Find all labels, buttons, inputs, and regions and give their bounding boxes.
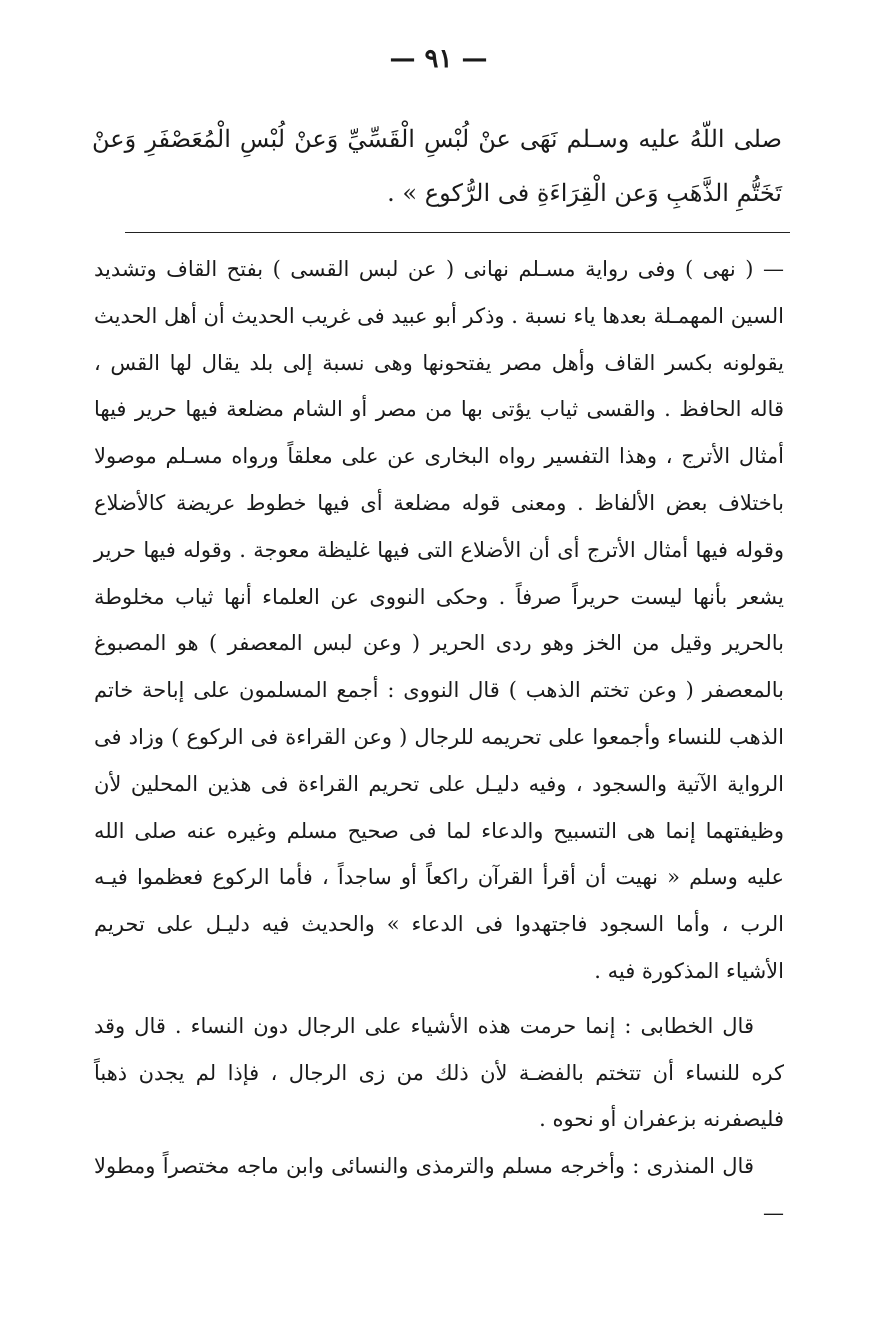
hadith-text: صلى اللّهُ عليه وسـلم نَهَى عنْ لُبْسِ الْقَسِّيِّ وَعنْ لُبْسِ الْمُعَصْفَرِ وَعنْ تَخَتُّمِ الذَّهَبِ وَعن الْقِرَاءَةِ فى الرُّكوع » . <box>92 125 782 207</box>
section-divider <box>125 232 790 233</box>
commentary <box>94 246 784 1237</box>
commentary-paragraph: قال الخطابى : إنما حرمت هذه الأشياء على الرجال دون النساء . قال وقد كره للنساء أن تتختم بالفضـة لأن ذلك من زى الرجال ، فإذا لم يجدن ذهباً فليصفرنه بزعفران أو نحوه . <box>94 1013 784 1132</box>
commentary-paragraph: — ( نهى ) وفى رواية مسـلم نهانى ( عن لبس القسى ) بفتح القاف وتشديد السين المهمـلة بعدها ياء نسبة . وذكر أبو عبيد فى غريب الحديث أن أهل الحديث يقولونه بكسر القاف وأهل مصر يفتحونها وهى نسبة إلى بلد يقال لها القس ، قاله الحافظ . والقسى ثياب يؤتى بها من مصر أو الشام مضلعة فيها حرير فيها أمثال الأترج ، وهذا التفسير رواه البخارى عن على معلقاً ورواه مسـلم موصولا باختلاف بعض الألفاظ . ومعنى قوله مضلعة أى فيها خطوط عريضة كالأضلاع وقوله فيها أمثال الأترج أى أن الأضلاع التى فيها غليظة معوجة . وقوله فيها حرير يشعر بأنها ليست حريراً صرفاً . وحكى النووى عن العلماء أنها ثياب مخلوطة بالحرير وقيل من الخز وهو ردى الحرير ( وعن لبس المعصفر ) هو المصبوغ بالمعصفر ( وعن تختم الذهب ) قال النووى : أجمع المسلمون على إباحة خاتم الذهب للنساء وأجمعوا على تحريمه للرجال ( وعن القراءة فى الركوع ) وزاد فى الرواية الآتية والسجود ، وفيه دليـل على تحريم القراءة فى هذين المحلين لأن وظيفتهما إنما هى التسبيح والدعاء لما فى صحيح مسلم وغيره عنه صلى الله عليه وسلم « نهيت أن أقرأ القرآن راكعاً أو ساجداً ، فأما الركوع فعظموا فيـه الرب ، وأما السجود فاجتهدوا فى الدعاء » والحديث فيه دليـل على تحريم الأشياء المذكورة فيه . <box>94 257 784 983</box>
commentary-paragraph: قال المنذرى : وأخرجه مسلم والترمذى والنسائى وابن ماجه مختصراً ومطولا — <box>94 1154 784 1225</box>
page-number: — ٩١ — <box>389 44 488 74</box>
